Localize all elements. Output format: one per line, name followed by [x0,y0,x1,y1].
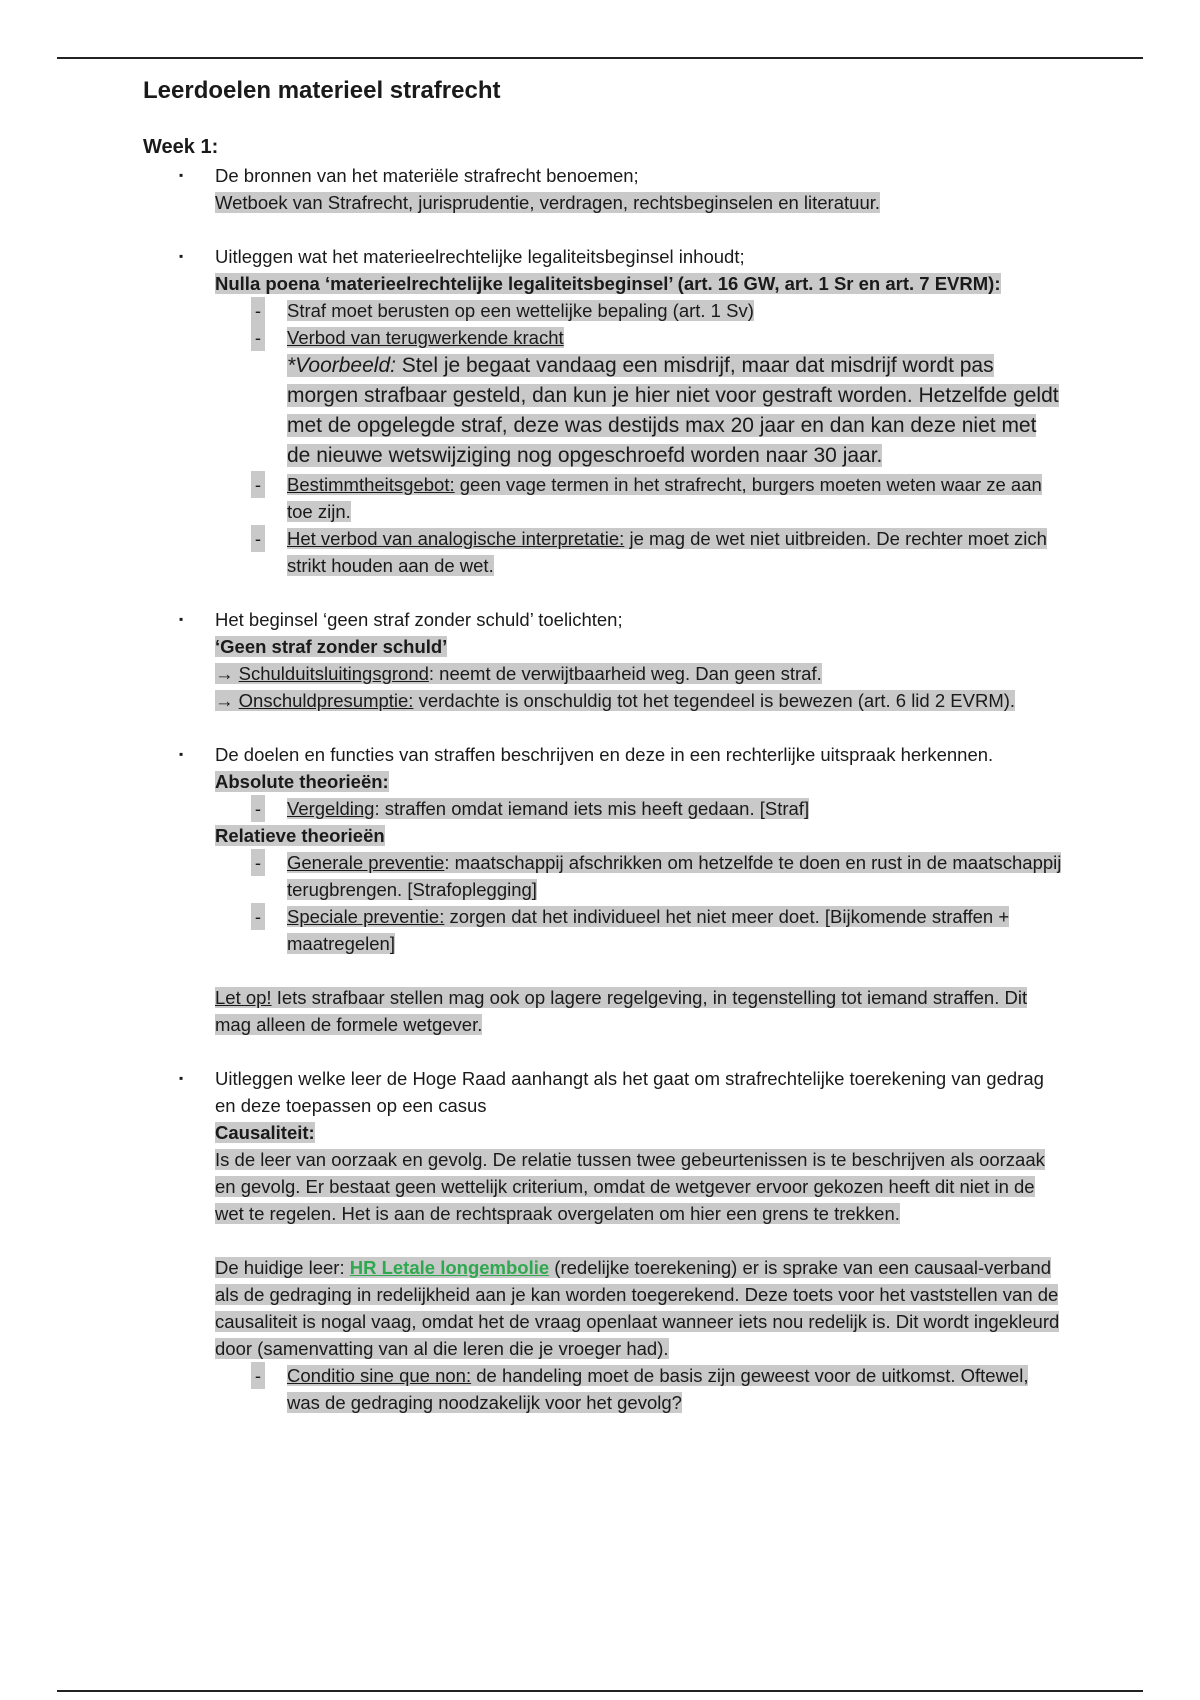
arrow-icon: → [215,663,234,684]
item-question: Het beginsel ‘geen straf zonder schuld’ toelichten; [215,609,623,630]
top-rule [57,57,1143,59]
item-question: De doelen en functies van straffen beschrijven en deze in een rechterlijke uitspraak herkennen. [215,744,994,765]
bullet-icon: ▪ [179,1071,184,1085]
causality-paragraph: Is de leer van oorzaak en gevolg. De relatie tussen twee gebeurtenissen is te beschrijven als oorzaak en gevolg. Er bestaat geen wettelijk criterium, omdat de wetgever ervoor gekozen heeft dit niet in de wet te regelen. Het is aan de rechtspraak overgelaten om hier een grens te trekken. [215,1149,1045,1224]
item-heading: Causaliteit: [215,1122,315,1143]
item-heading: ‘Geen straf zonder schuld’ [215,636,448,657]
list-item-causality [179,1065,1063,1416]
document-page [143,74,1063,1416]
list-item-sources [179,162,1063,216]
bullet-icon: ▪ [179,612,184,626]
sub-point: - Speciale preventie: zorgen dat het individueel het niet meer doet. [Bijkomende straffen + maatregelen] [287,903,1063,957]
dash-marker: - [251,324,265,351]
case-law-link[interactable]: HR Letale longembolie [349,1257,550,1278]
item-question: Uitleggen wat het materieelrechtelijke legaliteitsbeginsel inhoudt; [215,246,745,267]
list-item-legality [179,243,1063,579]
arrow-icon: → [215,690,234,711]
dash-marker: - [251,903,265,930]
bullet-icon: ▪ [179,168,184,182]
dash-marker: - [251,525,265,552]
current-doctrine-paragraph: De huidige leer: HR Letale longembolie (redelijke toerekening) er is sprake van een causaal-verband als de gedraging in redelijkheid aan je kan worden toegerekend. Deze toets voor het vaststellen van de causaliteit is nogal vaag, omdat het de vraag openlaat wanneer iets nou redelijk is. Dit wordt ingekleurd door (samenvatting van al die leren die je vroeger had). [215,1257,1060,1359]
absolute-heading: Absolute theorieën: [215,771,389,792]
example-label: *Voorbeeld: [287,354,396,377]
item-answer: Wetboek van Strafrecht, jurisprudentie, verdragen, rechtsbeginselen en literatuur. [215,192,881,213]
week-heading: Week 1: [143,136,219,158]
sub-point: - Conditio sine que non: de handeling moet de basis zijn geweest voor de uitkomst. Oftewel, was de gedraging noodzakelijk voor het gevolg? [287,1362,1063,1416]
dash-marker: - [251,1362,265,1389]
note-paragraph: Let op! Iets strafbaar stellen mag ook op lagere regelgeving, in tegenstelling tot iemand straffen. Dit mag alleen de formele wetgever. [215,987,1028,1035]
dash-marker: - [251,795,265,822]
bullet-icon: ▪ [179,249,184,263]
dash-marker: - [251,471,265,498]
item-heading: Nulla poena ‘materieelrechtelijke legaliteitsbeginsel’ (art. 16 GW, art. 1 Sr en art. 7 EVRM): [215,273,1001,294]
item-question: De bronnen van het materiële strafrecht benoemen; [215,165,639,186]
dash-marker: - [251,849,265,876]
sub-point: - Bestimmtheitsgebot: geen vage termen in het strafrecht, burgers moeten weten waar ze aan toe zijn. [287,471,1063,525]
list-item-guilt: ▪ Het beginsel ‘geen straf zonder schuld’ toelichten; ‘Geen straf zonder schuld’ → Schulduitsluitingsgrond: neemt de verwijtbaarheid weg. Dan geen straf. → Onschuldpresumptie: verdachte is onschuldig tot het tegendeel is bewezen (art. 6 lid 2 EVRM). [215,606,1063,714]
sub-point: - Verbod van terugwerkende kracht [287,324,1063,351]
dash-marker: - [251,297,265,324]
bullet-icon: ▪ [179,747,184,761]
document-title: Leerdoelen materieel strafrecht [143,77,501,104]
example-text: Stel je begaat vandaag een misdrijf, maar dat misdrijf wordt pas morgen strafbaar gesteld, dan kun je hier niet voor gestraft worden. Hetzelfde geldt met de opgelegde straf, deze was destijds max 20 jaar en dan kan deze niet met de nieuwe wetswijziging nog opgeschroefd worden naar 30 jaar. [287,354,1059,467]
sub-point: - Straf moet berusten op een wettelijke bepaling (art. 1 Sv) [287,297,1063,324]
example-block [287,351,1063,471]
sub-point: - Vergelding: straffen omdat iemand iets mis heeft gedaan. [Straf] [287,795,1063,822]
relative-heading: Relatieve theorieën [215,825,385,846]
item-question: Uitleggen welke leer de Hoge Raad aanhangt als het gaat om strafrechtelijke toerekening van gedrag en deze toepassen op een casus [215,1068,1044,1116]
sub-point: - Het verbod van analogische interpretatie: je mag de wet niet uitbreiden. De rechter moet zich strikt houden aan de wet. [287,525,1063,579]
bottom-rule [57,1690,1143,1692]
list-item-punishment-goals [179,741,1063,1038]
sub-point: - Generale preventie: maatschappij afschrikken om hetzelfde te doen en rust in de maatschappij terugbrengen. [Strafoplegging] [287,849,1063,903]
